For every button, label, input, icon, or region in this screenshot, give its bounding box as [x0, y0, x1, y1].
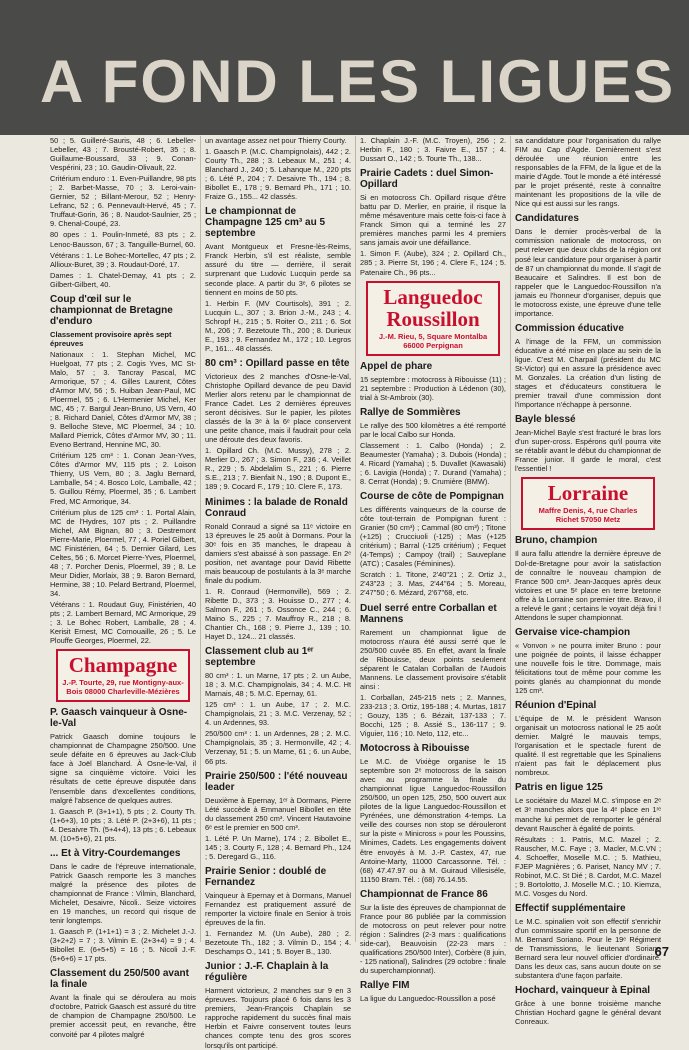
paragraph: 1. Simon F. (Aube), 324 ; 2. Opillard Ch., 285 ; 3. Pierre St, 196 ; 4. Clere F., 124 ; 5. Patenaire Ch., 96 pts...: [360, 249, 506, 277]
section-heading: Minimes : la balade de Ronald Conraud: [205, 496, 348, 519]
league-address: J.-M. Rieu, 5, Square Montalba 66000 Perpignan: [378, 331, 488, 350]
paragraph: 50 ; 5. Guilleré-Sauris, 48 ; 6. Lebeller-Lebeller, 43 ; 7. Brousté-Robert, 35 ; 8. Guillaume-Boussard, 33 ; 9. Conan-Vespérini, 23 ; 10. Gaudin-Olivault, 22.: [50, 136, 196, 173]
paragraph: 1. Fernandez M. (Un Aube), 280 ; 2. Bezetoute Th., 182 ; 3. Vilmin D., 154 ; 4. Deschamps O., 141 ; 5. Boyer B., 130.: [205, 929, 351, 957]
section-heading: Bayle blessé: [515, 414, 576, 426]
paragraph: 125 cm³ : 1. un Aube, 17 ; 2. M.C. Champignolais, 21 ; 3. M.C. Verzenay, 52 ; 4. un Ardennes, 93.: [205, 700, 351, 728]
page-number: 67: [654, 944, 669, 959]
paragraph: Nationaux : 1. Stephan Michel, MC Huelgoat, 77 pts ; 2. Cogis Yves, MC St-Malo, 57 ; 3. Tancray Pascal, MC Armorique, 57 ; 4. Gilles Laurent, Côtes d'Armor MV, 56 ; 5. Huiban Jean-Paul, MC Ploermel, 55 ; 6. L'Hermenier Michel, Ker MC, 45 ; 7. Bargul Jean-Bruno, US Vern, 40 ; 8. Richard Daniel, Côtes d'Armor MV, 38 ; 9. Belloche Steve, MC Ploermel, 34 ; 10. Mallard Pierrick, Côtes d'Armor MV, 30 ; 11. Evenо Bertrand, Hennine MC, 30.: [50, 349, 196, 450]
section-heading: P. Gaasch vainqueur à Osne-le-Val: [50, 707, 188, 730]
paragraph: Dans le dernier procès-verbal de la commission nationale de motocross, on peut relever que deux clubs de la région ont posé leur candidature pour organiser à partir de 87 un championnat du monde. Il s'agit de Beaucaire et Salindres. Il est bon de rappeler que le Languedoc-Roussillon n'a jamais eu l'honneur d'organiser, depuis que le motocross existe, une épreuve d'une telle importance.: [515, 227, 661, 318]
column-1: [50, 136, 196, 1039]
paragraph: A l'image de la FFM, un commission éducative a été mise en place au sein de la ligue. C'est M. Charpail (président du MC St-Victor) qui en assure la présidence avec M. Gonzales. La création d'un listing de stages et d'éducateurs constituera le premier travail d'une commission dont l'importance n'échappe à personne.: [515, 336, 661, 410]
paragraph: Critérium plus de 125 cm³ : 1. Portal Alain, MC de l'Hydres, 107 pts ; 2. Puillandre Michel, AM Bignan, 80 ; 3. Destremont Pierre-Marie, Ploermel, 77 ; 4. Poriel Gilbert, MC Finistérien, 64 ; 5. Dernier Gilard, Les Celtes, 56 ; 6. Morcet Pierre-Yves, Ploermel, 48 ; 7. Porcher Denis, Ploermel, 39 ; 8. Le Meur Didier, Morlaix, 38 ; 9. Baron Bernard, Hermine, 38 ; 10. Pelard Bertrand, Ploermel, 34.: [50, 507, 196, 598]
section-heading: ... Et à Vitry-Courdemanges: [50, 847, 181, 859]
section-heading: Prairie Cadets : duel Simon-Opillard: [360, 168, 494, 191]
paragraph: « Vonvon » ne pourra imiter Bruno : pour une poignée de points, il laisse échapper une nouvelle fois le titre. Dommage, mais félicitations tout de même pour comme les points glanés au championnat du monde 125 cm³.: [515, 640, 661, 696]
league-header-box: [56, 649, 190, 702]
league-name: Languedoc Roussillon: [383, 284, 483, 331]
section-heading: Patris en ligue 125: [515, 782, 603, 794]
section-heading: Le championnat de Champagne 125 cm³ au 5 septembre: [205, 206, 326, 240]
header-banner: [0, 0, 689, 135]
paragraph: Résultats : 1. Patris, M.C. Mazel ; 2. Rauscher, M.C. Faye ; 3. Macler, M.C.VN ; 4. Schoeffer, Moselle M.C. ; 5. Mathieu, FJEP Magnières ; 6. Pariset, Nancy MV ; 7. Robinot, M.C. St Dié ; 8. Cardot, M.C. Mazel ; 9. Bortolotto, J. Moselle M.C. ; 10. Kiemza, M.C. Vosges du Nord.: [515, 834, 661, 898]
paragraph: Avant Montgueux et Fresne-lès-Reims, Franck Herbin, s'il est réaliste, semble assuré du titre — derrière, il serait surprenant que Ludovic Lucquin perde sa seconde place. A partir du 3ᵉ, 6 pilotes se tiennent en moins de 50 pts.: [205, 242, 351, 297]
section-heading: Appel de phare: [360, 360, 433, 372]
paragraph: sa candidature pour l'organisation du rallye FIM au Cap d'Agde. Dernièrement s'est déroulée une réunion entre les responsables de la FFM, de la ligue et de la mairie d'Agde. Tout le monde a été intéressé par le projet présenté, reste à connaître maintenant les propositions de la ville de Nice qui est aussi sur les rangs.: [515, 136, 661, 209]
section-heading: Effectif supplémentaire: [515, 902, 626, 914]
paragraph: Dans le cadre de l'épreuve internationale, Patrick Gaasch remporte les 3 manches malgré la présence des pilotes de championnat de France : Vilmin, Blanchard, Michelet, Desaivre, Nicoli.. Seize victoires en 19 manches, un record qui risque de tenir longtemps.: [50, 861, 196, 926]
league-header-box: [521, 477, 655, 530]
section-heading: Prairie 250/500 : l'été nouveau leader: [205, 770, 348, 793]
column-divider: [200, 136, 201, 942]
paragraph: Jean-Michel Bayle s'est fracturé le bras lors d'un super-cross. Espérons qu'il pourra vite se rétablir avant le début du championnat de France junior. Il garde le moral, c'est l'essentiel !: [515, 428, 661, 474]
paragraph: Il aura fallu attendre la dernière épreuve de Dol-de-Bretagne pour avoir la satisfaction de connaître le nouveau champion de France 500 cm³. Jean-Jacques après deux victoires et une 5ᵉ place en terre bretonne offre à la Lorraine son premier titre. Bravo, il a relevé le gant ; certains le voyait déjà fini ! Attendons le super championnat.: [515, 549, 661, 622]
paragraph: 250/500 cm³ : 1. un Ardennes, 28 ; 2. M.C. Champignolais, 35 ; 3. Hermonville, 42 ; 4. Verzenay, 51 ; 5. un Marne, 61 ; 6. un Aube, 66 pts.: [205, 729, 351, 766]
section-heading: Classement du 250/500 avant la finale: [50, 968, 189, 991]
column-3: [360, 136, 506, 1004]
section-heading: Candidatures: [515, 213, 579, 225]
column-divider: [510, 136, 511, 942]
section-heading: Course de côte de Pompignan: [360, 491, 504, 503]
section-heading: Coup d'œil sur le championnat de Bretagne d'enduro: [50, 293, 173, 327]
paragraph: L'équipe de M. le président Wanson organisait un motocross national le 25 août dernier. Malgré le mauvais temps, l'organisation et le spectacle furent de qualité. Il est regrettable que les Spinaliens n'aient pas fait le déplacement plus nombreux.: [515, 714, 661, 778]
paragraph: Le M.C. de Vixiège organise le 15 septembre son 2ᵉ motocross de la saison avec au programme la finale du championnat ligue Languedoc-Roussillon 250/500, un open 125, 250, 500 ouvert aux pilotes de la ligue Languedoc-Roussillon et Pyrénées, une démonstration 4-temps. La veille des courses non stop se dérouleront sur la piste « Minicross » pour les Poussins, Minimes, Cadets. Les engagements doivent être envoyés à M. J.-P. Castex, 47, rue Antoine-Marty, 11000 Carcassonne. Tél. : (68) 47.47.97 ou à M. Guiraud Villesiséle, 11150 Bram. Tél. : (68) 76.14.55.: [360, 757, 506, 884]
page-title: A FOND LES LIGUES: [40, 48, 676, 115]
paragraph: 80 opes : 1. Poulin-Inmeté, 83 pts ; 2. Lenoc-Bausson, 67 ; 3. Tanguille-Burnel, 60.: [50, 230, 196, 249]
section-heading: Gervaise vice-champion: [515, 626, 631, 638]
paragraph: 15 septembre : motocross à Ribouisse (11) ; 21 septembre : Production à Lédenon (30), trial à St-Ambroix (30).: [360, 374, 506, 402]
paragraph: Ronald Conraud a signé sa 11ᵉ victoire en 13 épreuves le 25 août à Dormans. Pour la 30ᵉ fois en 35 manches, le drapeau à damiers s'est abaissé à son passage. En 2ᵉ position, net avantage pour David Ribette mais beaucoup de postulants à la 3ᵉ marche finale du podium.: [205, 521, 351, 585]
section-heading: Classement club au 1ᵉʳ septembre: [205, 646, 314, 669]
league-name: Lorraine: [547, 481, 629, 506]
league-address: J.-P. Tourte, 29, rue Montigny-aux-Bois 08000 Charleville-Mézières: [62, 678, 184, 697]
paragraph: Le M.C. spinalien voit son effectif s'enrichir d'un commissaire sportif en la personne de M. Bernard Soriano. Pour le 19ᵉ Régiment de Transmissions, le lieutenant Soriano Bernard sera leur nouvel officier d'ordinaire. Dans les deux cas, sans aucun doute on se substantera d'une façon parfaite.: [515, 916, 661, 981]
paragraph: 1. Lété P. Un Marne), 174 ; 2. Bibollet E., 145 ; 3. Courty F., 128 ; 4. Bernard Ph., 124 ; 5. Deregard G., 116.: [205, 833, 351, 861]
section-heading: Motocross à Ribouisse: [360, 743, 470, 755]
section-heading: Hochard, vainqueur à Epinal: [515, 985, 651, 997]
paragraph: Sur la liste des épreuves de championnat de France pour 86 publiée par la commission de motocross on peut relever pour notre région : Salindres (2-3 mars : qualifications side-car), Beauvoisin (22-23 mars : qualifications 250/500 Inter), Corbère (8 juin, - 125 national), Salindres (29 octobre : finale du superchampionnat).: [360, 902, 506, 976]
section-heading: Duel serré entre Corballan et Mannens: [360, 602, 497, 625]
league-header-box: [366, 281, 500, 356]
paragraph: Si en motocross Ch. Opillard risque d'être battu par D. Merlier, en prairie, il risque la même mésaventure mais cette fois-ci face à Franck Simon qui a terminé les 27 premières manches parmi les 4 premiers sans jamais avoir une défaillance.: [360, 193, 506, 248]
paragraph: Classement : 1. Calbo (Honda) ; 2. Beaumester (Yamaha) ; 3. Dubois (Honda) ; 4. Ricard (Yamaha) ; 5. Duvallet (Kawasaki) ; 6. Lavigia (Honda) ; 7. Durand (Yamaha) ; 8. Cerrat (Honda) ; 9. Crumière (BMW).: [360, 440, 506, 486]
paragraph: Harment victorieux, 2 manches sur 9 en 3 épreuves. Toujours placé 6 fois dans les 3 premiers, Jean-François Chaplain se rapproche rapidement du succès final mais Herbin et Faivre conservent toutes leurs chances compte tenu des gros scores lorsqu'ils ont participé.: [205, 986, 351, 1050]
paragraph: Vétérans : 1. Le Bohec-Mortellec, 47 pts ; 2. Allioux-Buret, 39 ; 3. Roudaut-Doré, 17.: [50, 250, 196, 269]
column-divider: [355, 136, 356, 942]
section-heading: Rallye FIM: [360, 980, 410, 992]
paragraph: 1. Corballan, 245-215 nets ; 2. Mannes, 233-213 ; 3. Ortiz, 195-188 ; 4. Murtas, 1817 ; Gouzy, 135 ; 6. Bézait, 137-133 ; 7. Bocchi, 125 ; 8. Assié S., 136-117 ; 9. Viguier, 116 ; 10. Neto, 112, etc...: [360, 692, 506, 739]
subheading: Classement provisoire après sept épreuves: [50, 329, 172, 348]
column-4: [515, 136, 661, 1027]
section-heading: 80 cm³ : Opillard passe en tête: [205, 357, 350, 369]
paragraph: Les différents vainqueurs de la course de côte tout-terrain de Pompignan furent : Granier (50 cm³) ; Cammal (80 cm³) ; Titone (+125) ; Crucciuoli (-125) ; Mas (+125 critérium) ; Barral (-125 critérium) ; Fequet (4-Temps) ; Campoy (trail) ; Sauveplane (ATC) ; Casales (Féminines).: [360, 505, 506, 569]
paragraph: Vétérans : 1. Roudaut Guy, Finistérien, 40 pts ; 2. Lambert Bernard, MC Armorique, 29 ; 3. Le Bohec Robert, Lamballe, 28 ; 4. Kerisit Ernest, MC Cornouaille, 26 ; 5. Le Plouffe Georges, Ploermel, 22.: [50, 600, 196, 646]
article-body: [50, 136, 666, 1050]
section-heading: Réunion d'Epinal: [515, 700, 597, 712]
paragraph: 1. Gaasch P. (1+1+1) = 3 ; 2. Michelet J.-J. (3+2+2) = 7 ; 3. Vilmin E. (2+3+4) = 9 ; 4. Bibollet E. (6+5+5) = 16 ; 5. Nicoli J.-F. (5+6+6) = 17 pts.: [50, 927, 196, 964]
column-2: [205, 136, 351, 1050]
paragraph: Patrick Gaasch domine toujours le championnat de Champagne 250/500. Une seule défaite en 6 épreuves au Jack-Club face à Joël Blanchard. À Osne-le-Val, il signe sa cinquième victoire. Voici les résultats de cette épreuve disputée dans l'ensemble dans d'excellentes conditions, malgré l'absence de quelques autres.: [50, 732, 196, 805]
paragraph: Le sociétaire du Mazel M.C. s'impose en 2ᵉ et 3ᵉ manches alors que la 4ᵉ place en 1ʳᵉ manche lui permet de remporter le général devant Rauscher à égalité de points.: [515, 796, 661, 833]
section-heading: Junior : J.-F. Chaplain à la régulière: [205, 961, 329, 984]
paragraph: Vainqueur à Epernay et à Dormans, Manuel Fernandez est pratiquement assuré de remporter la victoire finale en Senior à trois épreuves de la fin.: [205, 890, 351, 928]
section-heading: Commission éducative: [515, 322, 624, 334]
section-heading: Championnat de France 86: [360, 888, 488, 900]
paragraph: 80 cm³ : 1. un Marne, 17 pts ; 2. un Aube, 18 ; 3. M.C. Champignolais, 34 ; 4. M.C. Ht Marnais, 48 ; 5. M.C. Epernay, 61.: [205, 671, 351, 699]
section-heading: Rallye de Sommières: [360, 406, 461, 418]
paragraph: Le rallye des 500 kilomètres a été remporté par le local Calbo sur Honda.: [360, 420, 506, 439]
league-address: Maffre Denis, 4, rue Charles Richet 57050 Metz: [538, 506, 638, 525]
paragraph: Rarement un championnat ligue de motocross n'aura été aussi serré que le 250/500 cuvée 85. En effet, avant la finale de Ribouisse, deux points seulement séparent le Catalan Corballan de l'Audois Mannens. Le classement provisoire s'établit ainsi :: [360, 627, 506, 691]
paragraph: Scratch : 1. Titone, 2'40"21 ; 2. Ortiz J., 2'43"23 ; 3. Mas, 2'44"64 ; 5. Moreau, 2'47"50 ; 6. Mézard, 2'67"68, etc.: [360, 570, 506, 598]
paragraph: 1. Opillard Ch. (M.C. Mussy), 278 ; 2. Merlier D., 267 ; 3. Simon F., 236 ; 4. Veillet R., 229 ; 5. Abdelalim S., 221 ; 6. Pierre S.E., 213 ; 7. Bienfait N., 190 ; 8. Dupont E., 189 ; 9. Cocard F., 179 ; 10. Clere F., 173.: [205, 446, 351, 492]
paragraph: 1. Herbin F. (MV Courtisols), 391 ; 2. Lucquin L., 307 ; 3. Brion J.-M., 243 ; 4. Schropf H., 215 ; 5. Roiter O., 211 ; 6. Sot M., 206 ; 7. Bezetoute Th., 200 ; 8. Durieux E., 193 ; 9. Fernandez M., 172 ; 10. Legros P., 161... 48 classés.: [205, 298, 351, 353]
paragraph: La ligue du Languedoc-Roussillon a posé: [360, 994, 496, 1004]
paragraph: Grâce à une bonne troisième manche Christian Hochard gagne le général devant Conreaux.: [515, 999, 661, 1027]
paragraph: 1. R. Conraud (Hermonville), 569 ; 2. Ribette D., 373 ; 3. Houisse D., 277 ; 4. Salmon F., 261 ; 5. Ossonce C., 244 ; 6. Maino S., 225 ; 7. Mauffroy R., 218 ; 8. Chantier Ch., 168 ; 9. Pierre J., 139 ; 10. Hayet D., 124... 21 classés.: [205, 586, 351, 642]
paragraph: 1. Gaasch P. (M.C. Champignolais), 442 ; 2. Courty Th., 288 ; 3. Lebeaux M., 251 ; 4. Blanchard J., 240 ; 5. Lahanque M., 220 pts ; 6. Lété P., 204 ; 7. Desaivre Th., 194 ; 8. Bibollet E., 178 ; 9. Bernard Ph., 171 ; 10. Fraize G., 155... 42 classés.: [205, 147, 351, 202]
paragraph: un avantage assez net pour Thierry Courty.: [205, 136, 347, 145]
paragraph: Critérium 125 cm³ : 1. Conan Jean-Yves, Côtes d'Armor MV, 115 pts ; 2. Loison Thierry, US Vern, 80 ; 3. Jaglu Bernard, Lamballe, 54 ; 4. Bosco Loïc, Lamballe, 42 ; 5. Guillou Rémy, Ploermel, 35 ; 6. Lambert Fred, MC Armorique, 34.: [50, 451, 196, 506]
league-name: Champagne: [68, 653, 178, 678]
paragraph: Dames : 1. Chatel-Demay, 41 pts ; 2. Gilbert-Gilbert, 40.: [50, 270, 196, 289]
paragraph: 1. Gaasch P. (3+1+1), 5 pts ; 2. Courty Th. (1+6+3), 10 pts ; 3. Lété P. (2+3+6), 11 pts ; 4. Desaivre Th. (5+4+4), 13 pts ; 6. Lebeaux M. (10+5+6), 21 pts.: [50, 806, 196, 843]
paragraph: Avant la finale qui se déroulera au mois d'octobre, Patrick Gaasch est assuré du titre de champion de Champagne 250/500. Le premier accessit peut, en revanche, être convoité par 4 pilotes malgré: [50, 993, 196, 1039]
paragraph: 1. Chaplain J.-F. (M.C. Troyen), 256 ; 2. Herbin F., 180 ; 3. Faivre E., 157 ; 4. Dussart O., 142 ; 5. Tourte Th., 138...: [360, 136, 506, 164]
paragraph: Critérium enduro : 1. Even-Puillandre, 98 pts ; 2. Barbet-Masse, 70 ; 3. Leroi-vain-Gernier, 52 ; Billant-Merour, 52 ; Henry-Lefranc, 52 ; 6. Pennevault-Hervé, 45 ; 7. Truffaut-Gorin, 36 ; 8. Naudot-Saulnier, 25 ; 9. Chenal-Coupé, 23.: [50, 174, 196, 229]
paragraph: Victorieux des 2 manches d'Osne-le-Val, Christophe Opillard devance de peu David Merlier alors retenu par le championnat de France Cadet. Les 2 dernières épreuves seront décisives. Sur le papier, les pilotes classés de la 3ᵉ à la 6ᵉ place conservent une petite chance, mais il faudrait pour cela une déroute des deux favoris.: [205, 371, 351, 445]
paragraph: Deuxième à Epernay, 1ᵉʳ à Dormans, Pierre Lété succède à Emmanuel Bibollet en tête du classement 250 cm³. Vincent Hautavoine 6ᵉ est le premier en 500 cm³.: [205, 795, 351, 832]
section-heading: Prairie Senior : doublé de Fernandez: [205, 865, 327, 888]
section-heading: Bruno, champion: [515, 535, 598, 547]
